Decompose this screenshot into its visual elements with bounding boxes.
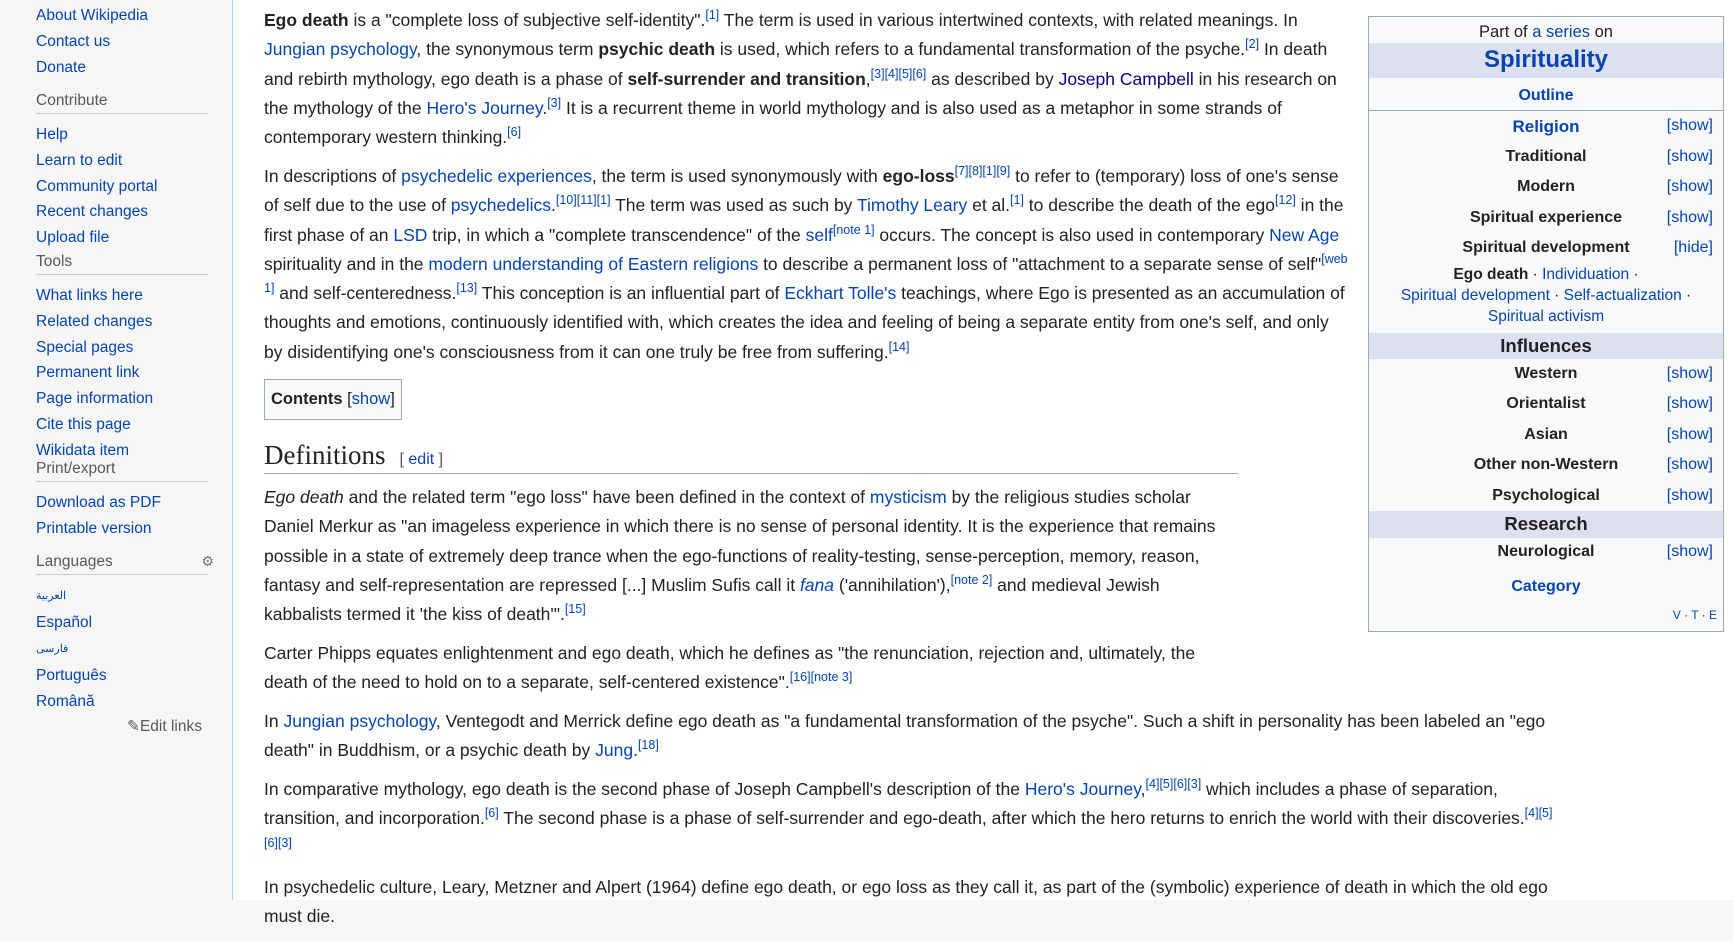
sidebar-link-download-pdf[interactable]: Download as PDF [36, 494, 161, 511]
infobox-row-label: Other non-Western [1473, 456, 1619, 474]
language-link-persian[interactable]: فارسی [36, 643, 69, 655]
article-body [264, 6, 1724, 941]
infobox-row-religion [1369, 111, 1723, 142]
infobox-row-label: Modern [1517, 178, 1575, 196]
sidebar-link-related-changes[interactable]: Related changes [36, 312, 153, 330]
infobox-series-link[interactable]: a series [1532, 23, 1591, 41]
definitions-paragraph-5: In psychedelic culture, Leary, Metzner and Alpert (1964) define ego death, or ego loss as they call it, as part of the (symbolic) experience of death in which the old ego must die. [264, 876, 1548, 926]
infobox-row-western [1369, 359, 1723, 390]
section-edit-link[interactable]: edit [408, 450, 435, 468]
sidebar-link-donate[interactable]: Donate [36, 58, 86, 76]
table-of-contents: Contents [show] [264, 379, 402, 420]
show-toggle[interactable]: [show] [1666, 117, 1713, 135]
show-toggle[interactable]: [show] [1666, 395, 1713, 413]
vte-view-link[interactable]: V [1672, 607, 1681, 622]
infobox-row-orientalist [1369, 389, 1723, 420]
infobox-row-other-non-western [1369, 450, 1723, 481]
section-edit: [ edit ] [399, 450, 444, 468]
show-toggle[interactable]: [show] [1666, 147, 1713, 165]
definitions-paragraph-3: In Jungian psychology, Ventegodt and Merrick define ego death as "a fundamental transformation of the psyche". Such a shift in personality has been labeled an "ego death" in Buddhism, or a psychic death by Jung.[18] [264, 711, 1546, 761]
sidebar-link-what-links-here[interactable]: What links here [36, 287, 143, 304]
pencil-icon: ✎ [126, 717, 140, 735]
infobox-outline-link[interactable]: Outline [1518, 86, 1574, 104]
show-toggle[interactable]: [show] [1666, 543, 1713, 561]
infobox-pre-after: on [1594, 23, 1613, 41]
infobox-row-spiritual-experience [1369, 203, 1723, 234]
infobox-row-label: Spiritual development [1462, 239, 1630, 257]
list-item-ego-death: Ego death [1453, 265, 1529, 283]
language-link-portuguese[interactable]: Português [36, 666, 107, 684]
infobox-row-modern [1369, 172, 1723, 203]
infobox-title-link[interactable]: Spirituality [1483, 46, 1609, 74]
edit-links-button[interactable] [36, 717, 208, 736]
infobox-outline [1369, 78, 1723, 112]
language-link-arabic[interactable]: العربية [36, 590, 67, 602]
spirituality-infobox [1368, 16, 1724, 632]
infobox-row-traditional [1369, 142, 1723, 173]
sidebar-link-special-pages[interactable]: Special pages [36, 338, 134, 356]
sidebar-link-printable-version[interactable]: Printable version [36, 519, 152, 537]
sidebar-link-wikidata-item[interactable]: Wikidata item [36, 441, 130, 459]
language-link-romanian[interactable]: Română [36, 693, 95, 710]
infobox-title [1369, 43, 1723, 77]
show-toggle[interactable]: [show] [1666, 425, 1713, 443]
toc-title: Contents [271, 389, 343, 408]
print-export-heading: Print/export [36, 460, 208, 482]
infobox-section-research: Research [1369, 511, 1723, 537]
language-link-spanish[interactable]: Español [36, 613, 93, 631]
sidebar-link-help[interactable]: Help [36, 126, 68, 143]
navbox-vte: V · T · E [1672, 607, 1717, 622]
sidebar-print-export [36, 460, 208, 542]
show-toggle[interactable]: [show] [1666, 208, 1713, 226]
infobox-row-asian [1369, 420, 1723, 451]
lead-paragraph-2: In descriptions of psychedelic experiences, the term is used synonymously with ego-loss[7][8][1][9] to refer to (temporary) loss of one's sense of self due to the use of psychedelics.[10][11][1] The term was used as such by Timothy Leary et al.[1] to describe the death of the ego[12] in the first phase of an LSD trip, in which a "complete transcendence" of the self[note 1] occurs. The concept is also used in contemporary New Age spirituality and in the modern understanding of Eastern religions to describe a permanent loss of "attachment to a separate sense of self"[web 1] and self-centeredness.[13] This conception is an influential part of Eckhart Tolle's teachings, where Ego is presented as an accumulation of thoughts and emotions, continuously identified with, which creates the idea and feeling of being a separate entity from one's self, and only by disidentifying one's consciousness from it can one truly be free from suffering.[14] [264, 164, 1348, 362]
list-item-link[interactable]: Spiritual activism [1487, 307, 1605, 325]
spiritual-development-list: Ego death · Individuation · Spiritual development · Self-actualization · Spiritual activism [1400, 265, 1692, 325]
sidebar-link-community-portal[interactable]: Community portal [36, 177, 158, 195]
infobox-category-link[interactable]: Category [1511, 578, 1581, 596]
sidebar-navigation [36, 3, 208, 80]
languages-heading-label: Languages [36, 553, 113, 570]
lead-paragraph-1: Ego death is a "complete loss of subjective self-identity".[1] The term is used in various intertwined contexts, with related meanings. In Jungian psychology, the synonymous term psychic death is used, which refers to a fundamental transformation of the psyche.[2] In death and rebirth mythology, ego death is a phase of self-surrender and transition,[3][4][5][6] as described by Joseph Campbell in his research on the mythology of the Hero's Journey.[3] It is a recurrent theme in world mythology and is also used as a metaphor in some strands of contemporary western thinking.[6] [264, 8, 1337, 148]
vte-edit-link[interactable]: E [1708, 607, 1717, 622]
infobox-row-psychological [1369, 481, 1723, 512]
definitions-paragraph-1: Ego death and the related term "ego loss" have been defined in the context of mysticism by the religious studies scholar Daniel Merkur as "an imageless experience in which there is no sense of personal identity. It is the experience that remains possible in a state of extremely deep trance when the ego-functions of reality-testing, sense-perception, memory, reason, fantasy and self-representation are repressed [...] Muslim Sufis call it fana ('annihilation'),[note 2] and medieval Jewish kabbalists termed it 'the kiss of death'".[15] [264, 486, 1216, 625]
list-item-link[interactable]: Self-actualization [1563, 286, 1682, 304]
sidebar-link-recent-changes[interactable]: Recent changes [36, 203, 149, 221]
show-toggle[interactable]: [show] [1666, 456, 1713, 474]
sidebar-tools [36, 253, 208, 464]
section-title: Definitions [264, 439, 386, 470]
sidebar [0, 0, 232, 900]
sidebar-link-page-information[interactable]: Page information [36, 390, 154, 408]
sidebar-languages [36, 553, 214, 736]
sidebar-link-about[interactable]: About Wikipedia [36, 7, 149, 24]
contribute-heading: Contribute [36, 92, 208, 114]
infobox-row-label[interactable]: Religion [1512, 116, 1580, 136]
infobox-series-label [1369, 17, 1723, 43]
show-toggle[interactable]: [show] [1666, 364, 1713, 382]
vte-talk-link[interactable]: T [1691, 607, 1699, 622]
infobox-row-label: Asian [1524, 425, 1568, 443]
sidebar-contribute [36, 92, 208, 251]
infobox-row-label: Traditional [1505, 147, 1587, 165]
sidebar-link-learn-to-edit[interactable]: Learn to edit [36, 151, 123, 169]
definitions-paragraph-2: Carter Phipps equates enlightenment and ego death, which he defines as "the renunciation, rejection and, ultimately, the death of the need to hold on to a separate, self-centered existence".[16][note 3] [264, 642, 1196, 693]
infobox-pre-text: Part of [1479, 23, 1528, 41]
infobox-row-spiritual-development [1369, 233, 1723, 264]
gear-icon[interactable]: ⚙ [201, 553, 214, 569]
sidebar-link-upload-file[interactable]: Upload file [36, 229, 110, 247]
content-area [232, 0, 1733, 926]
show-toggle[interactable]: [show] [1666, 486, 1713, 504]
infobox-row-neurological [1369, 538, 1723, 569]
show-toggle[interactable]: [show] [1666, 178, 1713, 196]
infobox-row-label: Neurological [1497, 543, 1595, 561]
infobox-section-influences: Influences [1369, 333, 1723, 359]
sidebar-link-permanent-link[interactable]: Permanent link [36, 364, 140, 382]
list-item-link[interactable]: Individuation [1542, 265, 1630, 283]
tools-heading: Tools [36, 253, 208, 275]
edit-links-label: Edit links [139, 717, 202, 735]
sidebar-link-contact[interactable]: Contact us [36, 32, 111, 50]
toc-show-toggle[interactable]: show [351, 389, 391, 408]
infobox-row-label: Orientalist [1506, 395, 1586, 413]
infobox-row-label: Western [1514, 364, 1578, 382]
hide-toggle[interactable]: [hide] [1673, 239, 1713, 257]
section-heading-definitions [264, 438, 1238, 474]
list-item-link[interactable]: Spiritual development [1400, 286, 1550, 304]
infobox-category [1369, 568, 1723, 608]
infobox-row-label: Psychological [1492, 486, 1600, 504]
sidebar-link-cite-this-page[interactable]: Cite this page [36, 415, 131, 433]
infobox-row-label: Spiritual experience [1469, 208, 1623, 226]
definitions-paragraph-4: In comparative mythology, ego death is the second phase of Joseph Campbell's description of the Hero's Journey,[4][5][6][3] which includes a phase of separation, transition, and incorporation.[6] The second phase is a phase of self-surrender and ego-death, after which the hero returns to enrich the world with their discoveries.[4][5][6][3] [264, 777, 1553, 850]
languages-heading [36, 553, 214, 575]
